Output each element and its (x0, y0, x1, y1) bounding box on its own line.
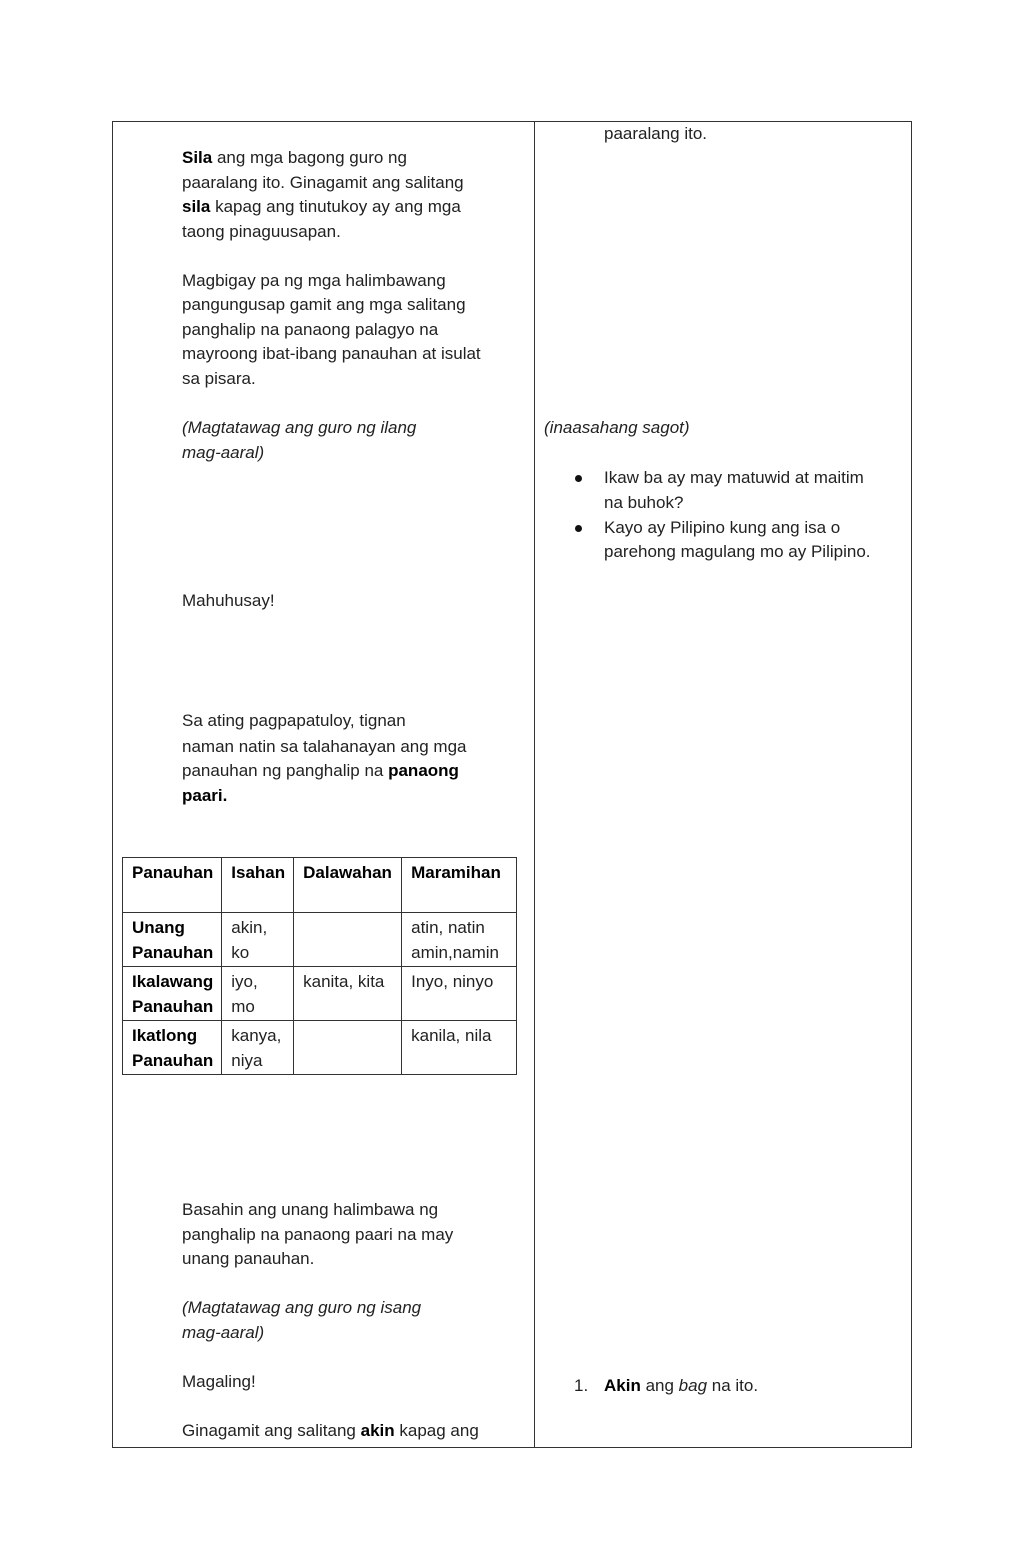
sila-line-2: paaralang ito. Ginagamit ang salitang (182, 173, 464, 192)
numbered-item-marker: 1. (574, 1376, 589, 1395)
row-head-ikalawang: Ikalawang Panauhan (123, 967, 222, 1021)
basahin-line-1: Basahin ang unang halimbawa ng (182, 1200, 439, 1219)
header-maramihan: Maramihan (402, 858, 517, 913)
bullet-icon (575, 475, 582, 482)
answer-2-line-1: Kayo ay Pilipino kung ang isa o (604, 518, 841, 537)
call-students-line-1: (Magtatawag ang guro ng ilang (182, 418, 417, 437)
header-panauhan: Panauhan (123, 858, 222, 913)
cell-isahan: akin, ko (222, 913, 294, 967)
call-student-line-2: mag-aaral) (182, 1323, 265, 1342)
cell-isahan: kanya, niya (222, 1021, 294, 1075)
call-student-line-1: (Magtatawag ang guro ng isang (182, 1298, 422, 1317)
row-head-ikatlong: Ikatlong Panauhan (123, 1021, 222, 1075)
cell-maramihan: kanila, nila (402, 1021, 517, 1075)
magbigay-line-4: mayroong ibat-ibang panauhan at isulat (182, 344, 481, 363)
table-header-row (123, 858, 517, 913)
sila-line-4: taong pinaguusapan. (182, 222, 341, 241)
pagpapatuloy-line-4: paari. (182, 786, 228, 805)
panghalip-table (122, 857, 517, 1075)
basahin-line-3: unang panauhan. (182, 1249, 315, 1268)
cell-maramihan: Inyo, ninyo (402, 967, 517, 1021)
cell-dalawahan: kanita, kita (294, 967, 402, 1021)
table-row (123, 967, 517, 1021)
magbigay-line-3: panghalip na panaong palagyo na (182, 320, 439, 339)
right-top-line: paaralang ito. (604, 124, 708, 143)
cell-isahan: iyo, mo (222, 967, 294, 1021)
praise-magaling: Magaling! (182, 1372, 256, 1391)
bullet-icon (575, 525, 582, 532)
call-students-line-2: mag-aaral) (182, 443, 265, 462)
answer-1-line-1: Ikaw ba ay may matuwid at maitim (604, 468, 864, 487)
sila-line-1: Sila ang mga bagong guro ng (182, 148, 407, 167)
pagpapatuloy-line-2: naman natin sa talahanayan ang mga (182, 737, 467, 756)
column-divider (534, 121, 535, 1448)
numbered-item-text: Akin ang bag na ito. (604, 1376, 759, 1395)
answer-1-line-2: na buhok? (604, 493, 684, 512)
cell-dalawahan (294, 1021, 402, 1075)
praise-mahuhusay: Mahuhusay! (182, 591, 275, 610)
table-row (123, 1021, 517, 1075)
header-dalawahan: Dalawahan (294, 858, 402, 913)
table-row (123, 913, 517, 967)
expected-answer-label: (inaasahang sagot) (544, 418, 690, 437)
pagpapatuloy-line-3: panauhan ng panghalip na panaong (182, 761, 459, 780)
pagpapatuloy-line-1: Sa ating pagpapatuloy, tignan (182, 711, 406, 730)
magbigay-line-5: sa pisara. (182, 369, 256, 388)
ginagamit-akin-line: Ginagamit ang salitang akin kapag ang (182, 1421, 479, 1440)
header-isahan: Isahan (222, 858, 294, 913)
cell-maramihan: atin, natin amin,namin (402, 913, 517, 967)
magbigay-line-1: Magbigay pa ng mga halimbawang (182, 271, 446, 290)
sila-line-3: sila kapag ang tinutukoy ay ang mga (182, 197, 461, 216)
magbigay-line-2: pangungusap gamit ang mga salitang (182, 295, 466, 314)
cell-dalawahan (294, 913, 402, 967)
row-head-unang: Unang Panauhan (123, 913, 222, 967)
basahin-line-2: panghalip na panaong paari na may (182, 1225, 454, 1244)
answer-2-line-2: parehong magulang mo ay Pilipino. (604, 542, 871, 561)
